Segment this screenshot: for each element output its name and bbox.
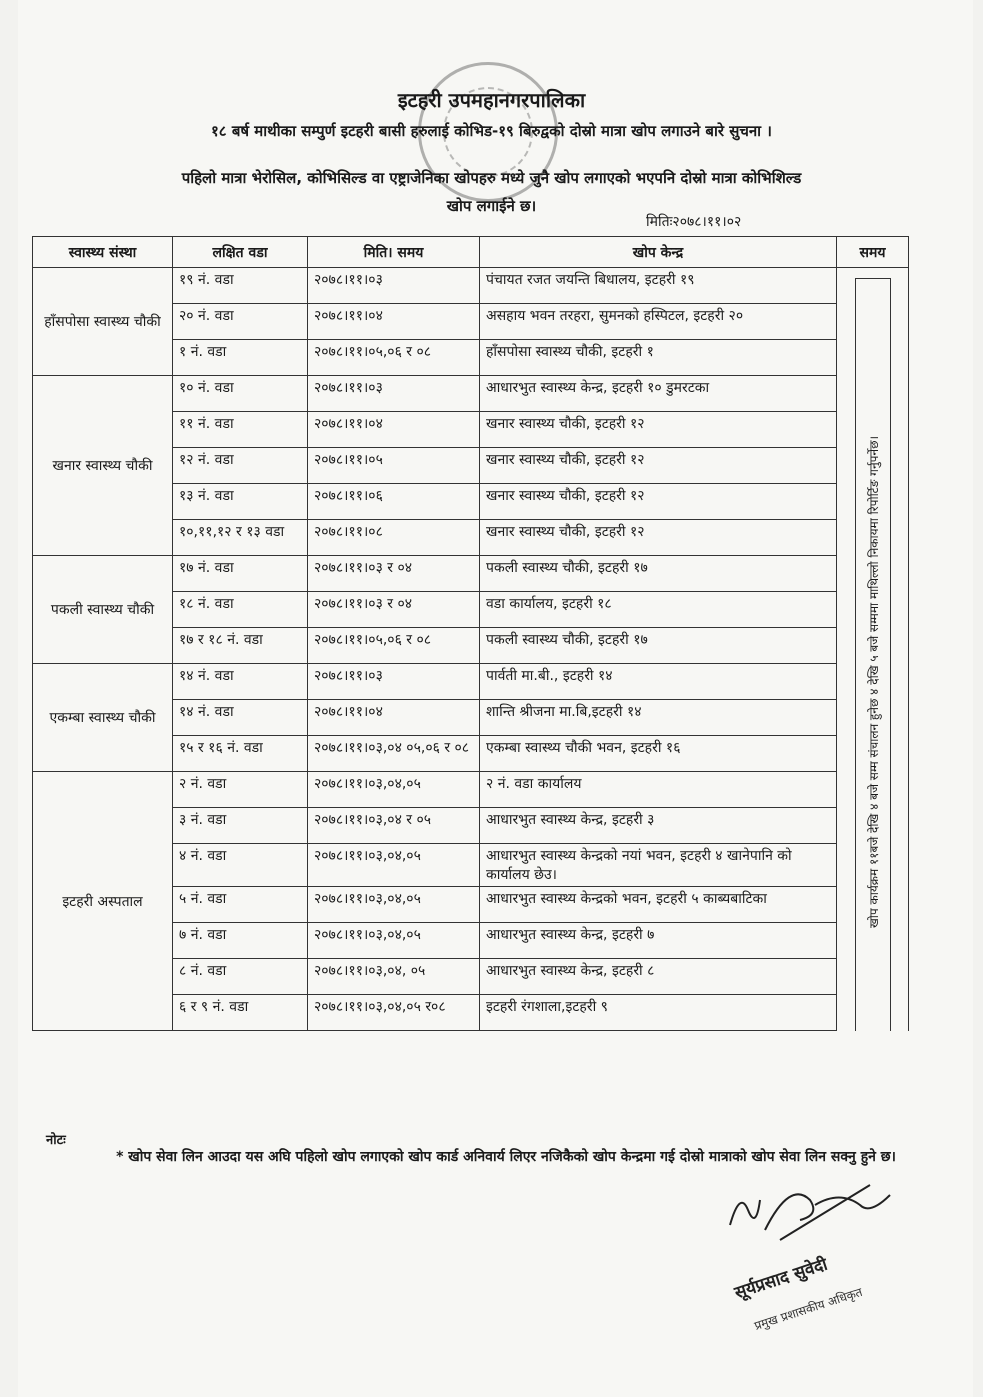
table-row: [33, 376, 909, 412]
center-cell: इटहरी रंगशाला,इटहरी ९: [480, 995, 837, 1031]
date-cell: २०७८।११।०४: [308, 412, 480, 448]
center-cell: एकम्बा स्वास्थ्य चौकी भवन, इटहरी १६: [480, 736, 837, 772]
ward-cell: १० नं. वडा: [173, 376, 308, 412]
header-date-time: मिति। समय: [308, 237, 480, 268]
date-cell: २०७८।११।०३,०४,०५: [308, 887, 480, 923]
center-cell: खनार स्वास्थ्य चौकी, इटहरी १२: [480, 448, 837, 484]
date-cell: २०७८।११।०३: [308, 268, 480, 304]
center-cell: २ नं. वडा कार्यालय: [480, 772, 837, 808]
center-cell: खनार स्वास्थ्य चौकी, इटहरी १२: [480, 412, 837, 448]
ward-cell: ८ नं. वडा: [173, 959, 308, 995]
date-cell: २०७८।११।०३,०४,०५: [308, 772, 480, 808]
center-cell: वडा कार्यालय, इटहरी १८: [480, 592, 837, 628]
date-cell: २०७८।११।०३: [308, 376, 480, 412]
center-cell: पकली स्वास्थ्य चौकी, इटहरी १७: [480, 628, 837, 664]
center-cell: आधारभुत स्वास्थ्य केन्द्र, इटहरी ७: [480, 923, 837, 959]
ward-cell: १७ नं. वडा: [173, 556, 308, 592]
date-cell: २०७८।११।०६: [308, 484, 480, 520]
ward-cell: ५ नं. वडा: [173, 887, 308, 923]
signatory-name: सूर्यप्रसाद सुवेदी: [732, 1254, 830, 1304]
table-row: [33, 772, 909, 808]
ward-cell: १४ नं. वडा: [173, 700, 308, 736]
time-note-box: [855, 278, 891, 1031]
date-cell: २०७८।११।०३ र ०४: [308, 592, 480, 628]
center-cell: शान्ति श्रीजना मा.बि,इटहरी १४: [480, 700, 837, 736]
notice-line-2: पहिलो मात्रा भेरोसिल, कोभिसिल्ड वा एष्ट्राजेनिका खोपहरु मध्ये जुनै खोप लगाएको भएपनि दोस्रो मात्रा कोभिशिल्ड: [181, 169, 802, 187]
notice-subtitle: १८ बर्ष माथीका सम्पुर्ण इटहरी बासी हरुलाई कोभिड-१९ बिरुद्वको दोस्रो मात्रा खोप लगाउने बारे सुचना ।: [211, 122, 772, 140]
date-cell: २०७८।११।०८: [308, 520, 480, 556]
date-cell: २०७८।११।०३,०४, ०५: [308, 959, 480, 995]
center-cell: आधारभुत स्वास्थ्य केन्द्रको भवन, इटहरी ५ काब्यबाटिका: [480, 887, 837, 923]
ward-cell: २० नं. वडा: [173, 304, 308, 340]
header-facility: स्वास्थ्य संस्था: [33, 237, 173, 268]
ward-cell: १४ नं. वडा: [173, 664, 308, 700]
date-cell: २०७८।११।०३,०४,०५: [308, 844, 480, 887]
note-text: * खोप सेवा लिन आउदा यस अघि पहिलो खोप लगाएको खोप कार्ड अनिवार्य लिएर नजिकैको खोप केन्द्रमा गई दोस्रो मात्राको खोप सेवा लिन सक्नु हुने छ।: [116, 1149, 896, 1165]
facility-cell: इटहरी अस्पताल: [33, 772, 173, 1031]
page-title: इटहरी उपमहानगरपालिका: [397, 88, 586, 112]
time-column: [837, 268, 909, 1031]
date-cell: २०७८।११।०५,०६ र ०८: [308, 340, 480, 376]
center-cell: आधारभुत स्वास्थ्य केन्द्र, इटहरी ३: [480, 808, 837, 844]
date-cell: २०७८।११।०३: [308, 664, 480, 700]
table-row: [33, 556, 909, 592]
facility-cell: एकम्बा स्वास्थ्य चौकी: [33, 664, 173, 772]
ward-cell: १२ नं. वडा: [173, 448, 308, 484]
date-cell: २०७८।११।०३,०४,०५ र०८: [308, 995, 480, 1031]
ward-cell: १५ र १६ नं. वडा: [173, 736, 308, 772]
table-row: [33, 268, 909, 304]
center-cell: खनार स्वास्थ्य चौकी, इटहरी १२: [480, 484, 837, 520]
date-cell: २०७८।११।०४: [308, 304, 480, 340]
facility-cell: हाँसपोसा स्वास्थ्य चौकी: [33, 268, 173, 376]
center-cell: पंचायत रजत जयन्ति बिधालय, इटहरी १९: [480, 268, 837, 304]
date-cell: २०७८।११।०५,०६ र ०८: [308, 628, 480, 664]
date-cell: २०७८।११।०३ र ०४: [308, 556, 480, 592]
center-cell: खनार स्वास्थ्य चौकी, इटहरी १२: [480, 520, 837, 556]
center-cell: आधारभुत स्वास्थ्य केन्द्र, इटहरी ८: [480, 959, 837, 995]
time-note-text: खोप कार्यक्रम ११बजे देखि ४ बजे सम्म संचालन हुनेछ ४ देखि ५ बजे सम्ममा माथिल्लो निकायमा रिपोर्टिङ गर्नुपर्नेछ।: [867, 435, 881, 929]
header-time: समय: [837, 237, 909, 268]
table-row: [33, 664, 909, 700]
ward-cell: १०,११,१२ र १३ वडा: [173, 520, 308, 556]
ward-cell: ४ नं. वडा: [173, 844, 308, 887]
signatory-title: प्रमुख प्रशासकीय अधिकृत: [752, 1284, 865, 1333]
date-cell: २०७८।११।०३,०४,०५: [308, 923, 480, 959]
ward-cell: १७ र १८ नं. वडा: [173, 628, 308, 664]
ward-cell: ६ र ९ नं. वडा: [173, 995, 308, 1031]
ward-cell: ११ नं. वडा: [173, 412, 308, 448]
table-header-row: [33, 237, 909, 268]
ward-cell: ७ नं. वडा: [173, 923, 308, 959]
date-cell: २०७८।११।०३,०४ र ०५: [308, 808, 480, 844]
header-vaccine-center: खोप केन्द्र: [480, 237, 837, 268]
ward-cell: १३ नं. वडा: [173, 484, 308, 520]
center-cell: पकली स्वास्थ्य चौकी, इटहरी १७: [480, 556, 837, 592]
center-cell: हाँसपोसा स्वास्थ्य चौकी, इटहरी १: [480, 340, 837, 376]
ward-cell: १ नं. वडा: [173, 340, 308, 376]
ward-cell: ३ नं. वडा: [173, 808, 308, 844]
vaccination-schedule-table: [32, 236, 909, 1031]
center-cell: आधारभुत स्वास्थ्य केन्द्र, इटहरी १० डुमरटका: [480, 376, 837, 412]
date-cell: २०७८।११।०४: [308, 700, 480, 736]
note-label: नोटः: [46, 1133, 66, 1148]
date-cell: २०७८।११।०३,०४ ०५,०६ र ०८: [308, 736, 480, 772]
notice-date: मितिः२०७८।११।०२: [646, 214, 742, 230]
center-cell: असहाय भवन तरहरा, सुमनको हस्पिटल, इटहरी २०: [480, 304, 837, 340]
center-cell: पार्वती मा.बी., इटहरी १४: [480, 664, 837, 700]
ward-cell: १८ नं. वडा: [173, 592, 308, 628]
date-cell: २०७८।११।०५: [308, 448, 480, 484]
center-cell: आधारभुत स्वास्थ्य केन्द्रको नयां भवन, इटहरी ४ खानेपानि को कार्यालय छेउ।: [480, 844, 837, 887]
header-ward: लक्षित वडा: [173, 237, 308, 268]
facility-cell: खनार स्वास्थ्य चौकी: [33, 376, 173, 556]
ward-cell: १९ नं. वडा: [173, 268, 308, 304]
notice-line-3: खोप लगाईने छ।: [446, 197, 537, 215]
ward-cell: २ नं. वडा: [173, 772, 308, 808]
facility-cell: पकली स्वास्थ्य चौकी: [33, 556, 173, 664]
